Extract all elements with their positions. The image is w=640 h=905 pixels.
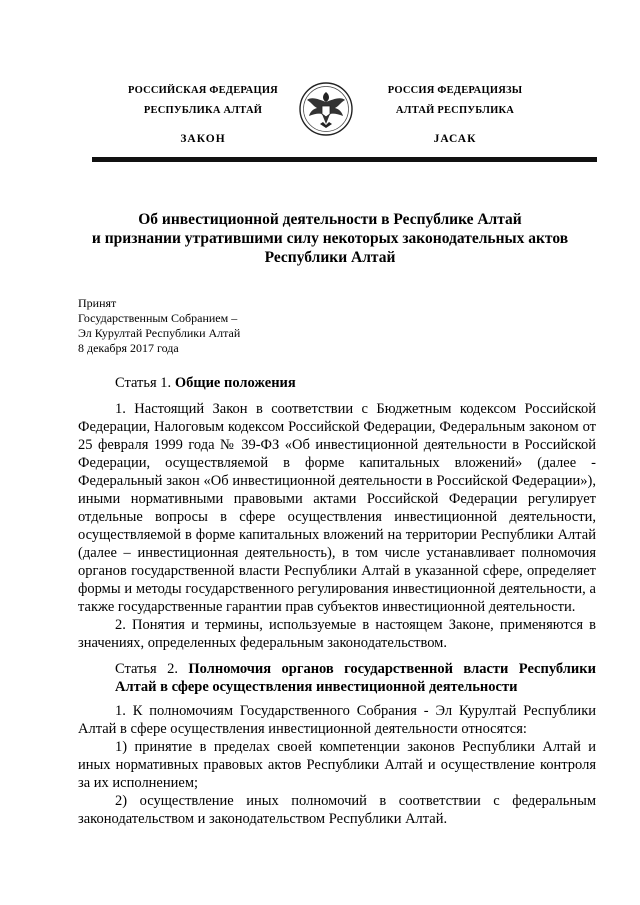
adoption-date: 8 декабря 2017 года	[78, 341, 179, 355]
article-1-paragraph-1: 1. Настоящий Закон в соответствии с Бюджетным кодексом Российской Федерации, Налоговым кодексом Российской Федерации, Федеральным законом от 25 февраля 1999 года № 39-ФЗ «Об инвестиционной деятельности в Российской Федерации, осуществляемой в форме капитальных вложений» (далее - Федеральный закон «Об инвестиционной деятельности в Российской Федерации»), иными нормативными правовыми актами Российской Федерации регулирует отдельные вопросы в сфере осуществления инвестиционной деятельности, осуществляемой в форме капитальных вложений на территории Республики Алтай (далее – инвестиционная деятельность), в том числе устанавливает полномочия органов государственной власти Республики Алтай в указанной сфере, определяет формы и методы государственного регулирования инвестиционной деятельности, а также государственные гарантии прав субъектов инвестиционной деятельности.	[78, 401, 596, 615]
header-left-country: РОССИЙСКАЯ ФЕДЕРАЦИЯ	[128, 85, 278, 96]
article-2-title: Полномочия органов государственной власти Республики Алтай в сфере осуществления инвестиционной деятельности	[115, 661, 596, 695]
header-left-block	[108, 86, 298, 148]
header-right-doc-type: JАСАК	[433, 133, 477, 145]
article-1-paragraph-2: 2. Понятия и термины, используемые в настоящем Законе, применяются в значениях, определенных федеральным законодательством.	[78, 617, 596, 651]
article-1-title: Общие положения	[174, 375, 296, 391]
header-left-doc-type: ЗАКОН	[180, 133, 226, 145]
header-right-country: РОССИЯ ФЕДЕРАЦИЯЗЫ	[387, 85, 523, 96]
law-title-line: и признании утратившими силу некоторых законодательных актов	[91, 230, 569, 247]
header-left-republic: РЕСПУБЛИКА АЛТАЙ	[143, 105, 263, 116]
article-2-prefix: Статья 2.	[115, 661, 178, 677]
adoption-line: Эл Курултай Республики Алтай	[78, 326, 241, 340]
adoption-info	[78, 296, 240, 356]
article-2-paragraph-2: 1) принятие в пределах своей компетенции законов Республики Алтай и иных нормативных правовых актов Республики Алтай и осуществление контроля за их исполнением;	[78, 739, 596, 791]
article-2-paragraph-3: 2) осуществление иных полномочий в соответствии с федеральным законодательством и законодательством Республики Алтай.	[78, 793, 596, 827]
law-title-line: Об инвестиционной деятельности в Республике Алтай	[138, 211, 522, 228]
adoption-line: Государственным Собранием –	[78, 311, 238, 325]
header-right-block	[355, 86, 555, 148]
law-title-line: Республики Алтай	[264, 249, 396, 266]
article-2-paragraph-1: 1. К полномочиям Государственного Собрания - Эл Курултай Республики Алтай в сфере осуществления инвестиционной деятельности относятся:	[78, 703, 596, 737]
article-2-heading	[78, 660, 596, 696]
adoption-line: Принят	[78, 296, 117, 310]
law-body	[78, 374, 596, 828]
article-1-prefix: Статья 1.	[115, 375, 172, 391]
law-title	[70, 210, 590, 267]
article-1-heading	[78, 374, 596, 392]
coat-of-arms-emblem-icon	[298, 80, 354, 138]
header-divider	[92, 157, 597, 162]
header-right-republic: АЛТАЙ РЕСПУБЛИКА	[395, 105, 515, 116]
